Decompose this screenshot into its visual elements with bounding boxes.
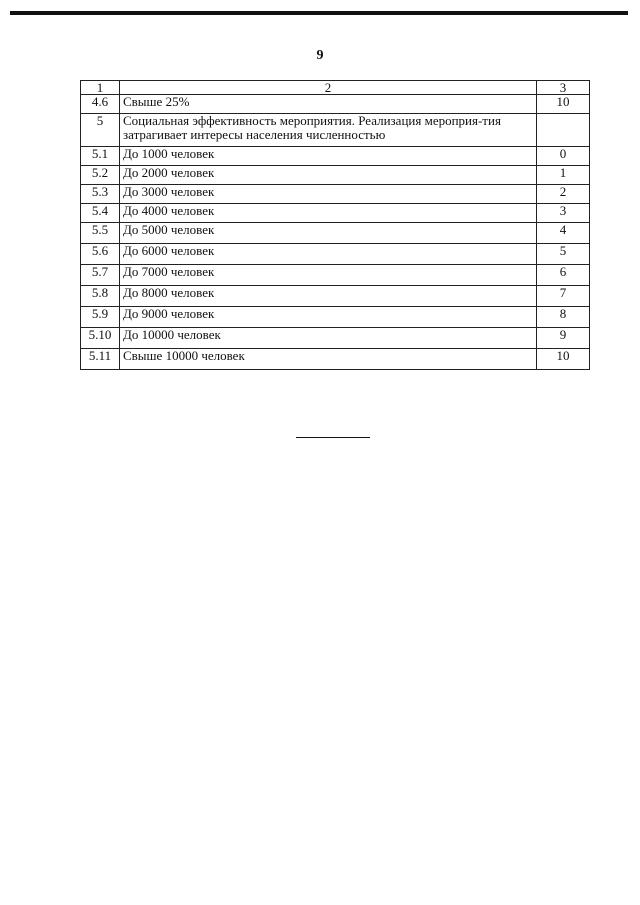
- row-score: [537, 114, 590, 147]
- row-score: 10: [537, 95, 590, 114]
- row-text: Свыше 10000 человек: [120, 349, 537, 370]
- row-score: 8: [537, 307, 590, 328]
- top-border-rule: [10, 11, 628, 15]
- end-of-document-rule: [296, 437, 370, 438]
- criteria-table: [80, 80, 590, 370]
- row-text: До 2000 человек: [120, 166, 537, 185]
- row-text: До 4000 человек: [120, 204, 537, 223]
- header-cell-3: 3: [537, 81, 590, 95]
- row-number: 5.1: [81, 147, 120, 166]
- table-header-row: [81, 81, 590, 95]
- table-row: [81, 244, 590, 265]
- row-score: 6: [537, 265, 590, 286]
- row-number: 5: [81, 114, 120, 147]
- table-row: [81, 185, 590, 204]
- row-number: 5.7: [81, 265, 120, 286]
- row-score: 2: [537, 185, 590, 204]
- row-text: До 9000 человек: [120, 307, 537, 328]
- row-number: 5.2: [81, 166, 120, 185]
- table-row: [81, 286, 590, 307]
- table-row: [81, 307, 590, 328]
- row-text: До 8000 человек: [120, 286, 537, 307]
- table-row: [81, 328, 590, 349]
- row-text: До 5000 человек: [120, 223, 537, 244]
- row-number: 5.10: [81, 328, 120, 349]
- table-row: [81, 349, 590, 370]
- row-number: 5.4: [81, 204, 120, 223]
- table-row: [81, 204, 590, 223]
- row-text: До 10000 человек: [120, 328, 537, 349]
- table-row: [81, 147, 590, 166]
- row-score: 0: [537, 147, 590, 166]
- row-text: До 7000 человек: [120, 265, 537, 286]
- table-row: [81, 223, 590, 244]
- row-number: 5.9: [81, 307, 120, 328]
- table-row: [81, 114, 590, 147]
- header-cell-2: 2: [120, 81, 537, 95]
- row-number: 5.11: [81, 349, 120, 370]
- row-text: Социальная эффективность мероприятия. Реализация мероприя-тия затрагивает интересы населения численностью: [120, 114, 537, 147]
- table-row: [81, 166, 590, 185]
- header-cell-1: 1: [81, 81, 120, 95]
- table-row: [81, 95, 590, 114]
- row-number: 5.3: [81, 185, 120, 204]
- row-score: 7: [537, 286, 590, 307]
- row-number: 5.5: [81, 223, 120, 244]
- row-number: 4.6: [81, 95, 120, 114]
- table-row: [81, 265, 590, 286]
- row-text: До 3000 человек: [120, 185, 537, 204]
- row-score: 10: [537, 349, 590, 370]
- row-number: 5.6: [81, 244, 120, 265]
- row-score: 3: [537, 204, 590, 223]
- row-text: Свыше 25%: [120, 95, 537, 114]
- row-score: 9: [537, 328, 590, 349]
- row-text: До 1000 человек: [120, 147, 537, 166]
- page-number: 9: [316, 48, 324, 63]
- row-text: До 6000 человек: [120, 244, 537, 265]
- row-score: 4: [537, 223, 590, 244]
- row-score: 1: [537, 166, 590, 185]
- row-number: 5.8: [81, 286, 120, 307]
- row-score: 5: [537, 244, 590, 265]
